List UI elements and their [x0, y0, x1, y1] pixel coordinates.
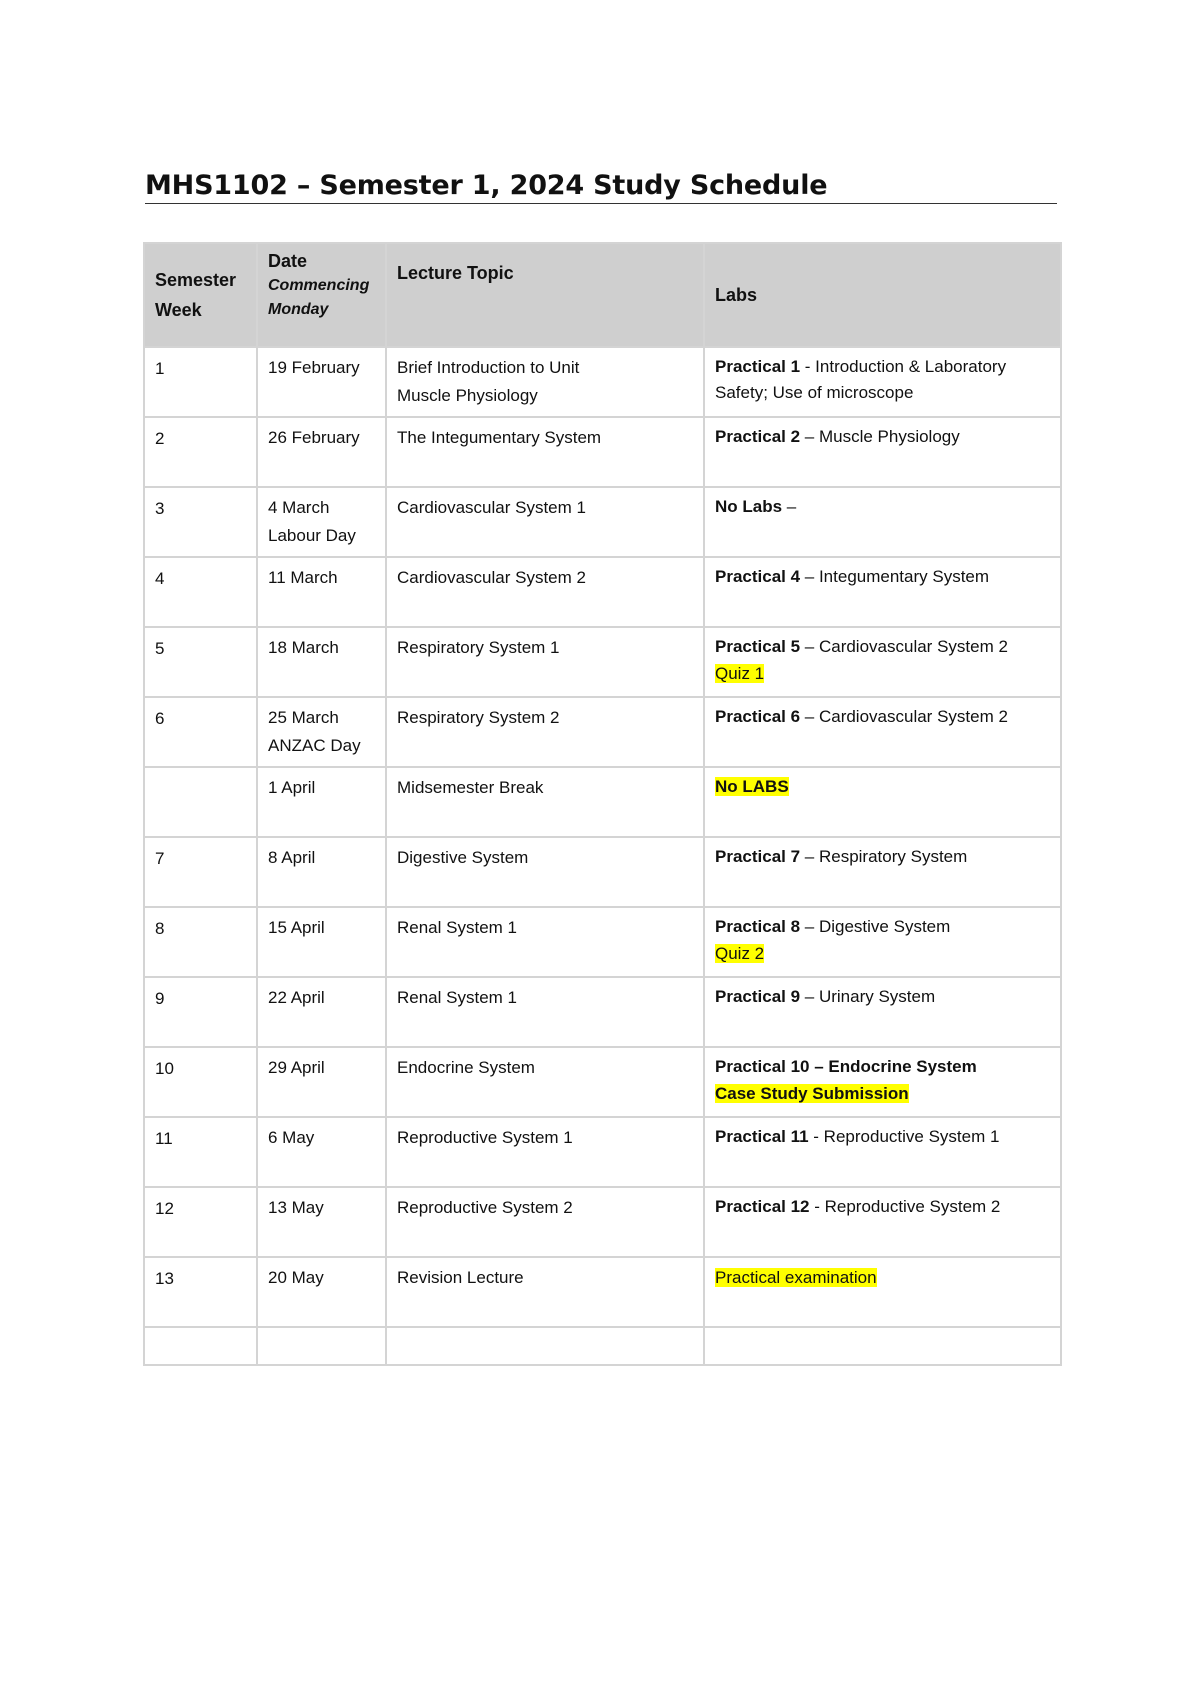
labs-cell [704, 487, 1061, 557]
date-value: 20 May [268, 1268, 324, 1287]
topic-cell [386, 767, 704, 837]
week-cell: 4 [144, 557, 257, 627]
labs-cell [704, 417, 1061, 487]
table-row [144, 837, 1061, 907]
date-cell [257, 767, 386, 837]
week-cell: 12 [144, 1187, 257, 1257]
header-row [144, 243, 1061, 347]
header-date-label: Date [268, 251, 308, 271]
lab-line [715, 494, 1050, 520]
date-cell [257, 417, 386, 487]
lab-note-line [715, 1264, 1050, 1292]
lab-description: – Muscle Physiology [800, 427, 960, 446]
date-cell [257, 837, 386, 907]
topic-value: Revision Lecture [397, 1268, 524, 1287]
lab-practical-label: Practical 6 [715, 707, 801, 726]
lab-line [715, 1054, 1050, 1080]
date-cell [257, 697, 386, 767]
table-row [144, 1117, 1061, 1187]
lab-line [715, 564, 1050, 590]
topic-cell [386, 907, 704, 977]
lab-line [715, 634, 1050, 660]
topic-value: Renal System 1 [397, 988, 517, 1007]
header-week: Semester Week [144, 243, 257, 347]
labs-cell [704, 767, 1061, 837]
lab-note-highlight: Practical examination [715, 1268, 877, 1287]
lab-practical-label: No LABS [715, 777, 789, 796]
date-value: 18 March [268, 638, 339, 657]
table-row [144, 627, 1061, 697]
date-cell [257, 487, 386, 557]
empty-cell [704, 1327, 1061, 1365]
schedule-table [143, 242, 1062, 1366]
lab-line [715, 1124, 1050, 1150]
lab-practical-label: Practical 10 – Endocrine System [715, 1057, 977, 1076]
table-row [144, 907, 1061, 977]
lab-note-highlight: Quiz 2 [715, 944, 765, 963]
lab-description: – Cardiovascular System 2 [800, 707, 1008, 726]
date-value: 11 March [268, 568, 338, 587]
week-cell [144, 767, 257, 837]
topic-cell [386, 1117, 704, 1187]
week-cell: 9 [144, 977, 257, 1047]
labs-cell [704, 977, 1061, 1047]
week-cell: 5 [144, 627, 257, 697]
lab-description: – Urinary System [800, 987, 936, 1006]
table-row [144, 977, 1061, 1047]
topic-cell [386, 837, 704, 907]
topic-cell [386, 1257, 704, 1327]
lab-line [715, 1194, 1050, 1220]
topic-cell [386, 557, 704, 627]
lab-practical-label: Practical 4 [715, 567, 801, 586]
labs-cell [704, 907, 1061, 977]
topic-value: Endocrine System [397, 1058, 535, 1077]
date-value: 13 May [268, 1198, 324, 1217]
lab-practical-label: Practical 11 [715, 1127, 809, 1146]
topic-value: Respiratory System 1 [397, 638, 560, 657]
topic-value: Cardiovascular System 2 [397, 568, 586, 587]
topic-value: Reproductive System 1 [397, 1128, 573, 1147]
date-value: 4 March [268, 498, 330, 517]
date-value: 1 April [268, 778, 316, 797]
week-cell: 3 [144, 487, 257, 557]
lab-line [715, 914, 1050, 940]
lab-line [715, 984, 1050, 1010]
week-cell: 7 [144, 837, 257, 907]
week-cell: 6 [144, 697, 257, 767]
lab-note-highlight: Case Study Submission [715, 1084, 909, 1103]
lab-practical-label: Practical 1 [715, 357, 801, 376]
table-row [144, 767, 1061, 837]
table-row [144, 417, 1061, 487]
topic-value: Cardiovascular System 1 [397, 498, 586, 517]
date-note: Labour Day [268, 526, 356, 545]
lab-line [715, 844, 1050, 870]
topic-cell [386, 697, 704, 767]
date-cell [257, 1257, 386, 1327]
date-cell [257, 977, 386, 1047]
topic-value: Respiratory System 2 [397, 708, 560, 727]
topic-cell [386, 487, 704, 557]
lab-practical-label: Practical 5 [715, 637, 801, 656]
date-cell [257, 907, 386, 977]
lab-line [715, 774, 1050, 800]
lab-note-line [715, 660, 1050, 688]
empty-table-row [144, 1327, 1061, 1365]
date-value: 15 April [268, 918, 325, 937]
lab-description: – Cardiovascular System 2 [800, 637, 1008, 656]
lab-description: - Reproductive System 2 [809, 1197, 1001, 1216]
topic-cell [386, 1187, 704, 1257]
labs-cell [704, 1117, 1061, 1187]
lab-description: – Integumentary System [800, 567, 990, 586]
table-row [144, 1257, 1061, 1327]
topic-value: Brief Introduction to Unit [397, 358, 580, 377]
header-date [257, 243, 386, 347]
table-row [144, 347, 1061, 417]
date-value: 6 May [268, 1128, 315, 1147]
date-value: 29 April [268, 1058, 325, 1077]
lab-practical-label: Practical 12 [715, 1197, 810, 1216]
topic-value: Digestive System [397, 848, 529, 867]
lab-note-line [715, 1080, 1050, 1108]
date-value: 19 February [268, 358, 360, 377]
empty-cell [144, 1327, 257, 1365]
table-row [144, 1187, 1061, 1257]
lab-description: – Respiratory System [800, 847, 968, 866]
empty-cell [257, 1327, 386, 1365]
lab-line [715, 354, 1050, 406]
topic-value: The Integumentary System [397, 428, 602, 447]
week-cell: 11 [144, 1117, 257, 1187]
lab-description: – Digestive System [800, 917, 951, 936]
week-cell: 1 [144, 347, 257, 417]
date-cell [257, 1047, 386, 1117]
labs-cell [704, 697, 1061, 767]
date-cell [257, 627, 386, 697]
date-cell [257, 1117, 386, 1187]
week-cell: 8 [144, 907, 257, 977]
lab-practical-label: Practical 8 [715, 917, 801, 936]
topic-cell [386, 417, 704, 487]
labs-cell [704, 557, 1061, 627]
empty-cell [386, 1327, 704, 1365]
date-value: 8 April [268, 848, 316, 867]
labs-cell [704, 627, 1061, 697]
table-row [144, 697, 1061, 767]
topic-cell [386, 627, 704, 697]
lab-note-highlight: Quiz 1 [715, 664, 765, 683]
labs-cell [704, 1257, 1061, 1327]
topic-value: Midsemester Break [397, 778, 544, 797]
header-topic: Lecture Topic [386, 243, 704, 347]
lab-practical-label: No Labs [715, 497, 783, 516]
topic-cell [386, 977, 704, 1047]
topic-cell [386, 1047, 704, 1117]
header-labs: Labs [704, 243, 1061, 347]
topic-cell [386, 347, 704, 417]
table-row [144, 557, 1061, 627]
lab-practical-label: Practical 2 [715, 427, 801, 446]
topic-value: Reproductive System 2 [397, 1198, 573, 1217]
labs-cell [704, 1047, 1061, 1117]
lab-description: – [782, 497, 797, 516]
labs-cell [704, 837, 1061, 907]
date-cell [257, 1187, 386, 1257]
lab-practical-label: Practical 7 [715, 847, 801, 866]
lab-line [715, 704, 1050, 730]
labs-cell [704, 347, 1061, 417]
labs-cell [704, 1187, 1061, 1257]
table-row [144, 487, 1061, 557]
topic-value: Renal System 1 [397, 918, 517, 937]
lab-line [715, 424, 1050, 450]
date-cell [257, 557, 386, 627]
date-cell [257, 347, 386, 417]
week-cell: 13 [144, 1257, 257, 1327]
date-value: 26 February [268, 428, 360, 447]
page-title: MHS1102 – Semester 1, 2024 Study Schedule [145, 170, 1057, 204]
date-value: 22 April [268, 988, 325, 1007]
topic-value-2: Muscle Physiology [397, 386, 538, 405]
date-note: ANZAC Day [268, 736, 361, 755]
lab-description: - Reproductive System 1 [808, 1127, 1000, 1146]
table-row [144, 1047, 1061, 1117]
lab-description: - Introduction & Laboratory Safety; Use of microscope [715, 357, 1007, 402]
week-cell: 10 [144, 1047, 257, 1117]
lab-practical-label: Practical 9 [715, 987, 801, 1006]
lab-note-line [715, 940, 1050, 968]
date-value: 25 March [268, 708, 339, 727]
week-cell: 2 [144, 417, 257, 487]
header-date-sub: Commencing Monday [268, 277, 370, 318]
